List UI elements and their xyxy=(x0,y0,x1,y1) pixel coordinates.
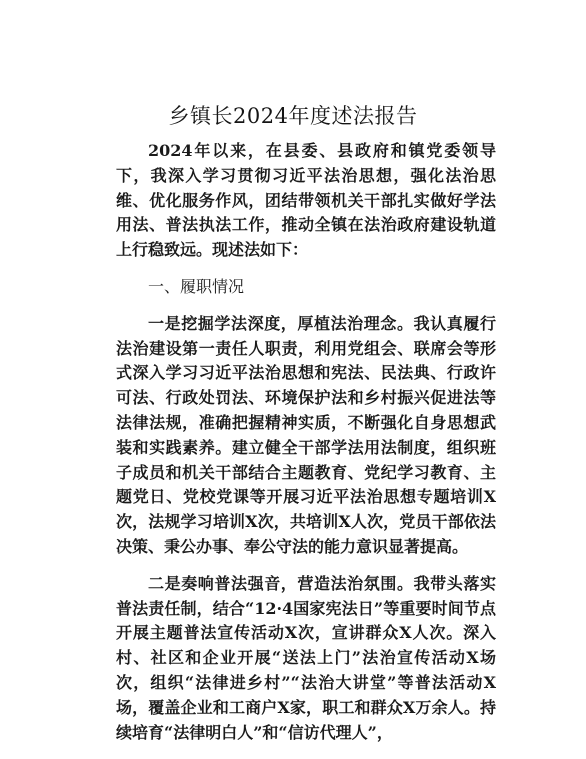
paragraph-study-law-body: 我认真履行法治建设第一责任人职责，利用党组会、联席会等形式深入学习习近平法治思想和宪法、民法典、行政许可法、行政处罚法、环境保护法和乡村振兴促进法等法律法规，准确把握精神实质，不断强化自身思想武装和实践素养。建立健全干部学法用法制度，组织班子成员和机关干部结合主题教育、党纪学习教育、主题党日、党校党课等开展习近平法治思想专题培训X次，法规学习培训X次，共培训X人次，党员干部依法决策、秉公办事、奉公守法的能力意识显著提高。 xyxy=(116,313,496,556)
paragraph-law-publicity xyxy=(116,572,496,746)
paragraph-study-law xyxy=(116,312,496,560)
intro-paragraph: 2024年以来，在县委、县政府和镇党委领导下，我深入学习贯彻习近平法治思想，强化法治思维、优化服务作风，团结带领机关干部扎实做好学法用法、普法执法工作，推动全镇在法治政府建设轨道上行稳致远。现述法如下： xyxy=(116,141,496,260)
section-heading-performance: 一、履职情况 xyxy=(148,276,245,296)
paragraph-law-publicity-body: 我带头落实普法责任制，结合“12·4国家宪法日”等重要时间节点开展主题普法宣传活动X次，宣讲群众X人次。深入村、社区和企业开展“送法上门”法治宣传活动X场次，组织“法律进乡村”“法治大讲堂”等普法活动X场，覆盖企业和工商户X家，职工和群众X万余人。持续培育“法律明白人”和“信访代理人”， xyxy=(116,573,496,742)
paragraph-law-publicity-lead: 二是奏响普法强音，营造法治氛围。 xyxy=(148,573,414,593)
document-title: 乡镇长2024年度述法报告 xyxy=(168,104,418,128)
document-body xyxy=(116,139,496,745)
paragraph-study-law-lead: 一是挖掘学法深度，厚植法治理念。 xyxy=(148,313,414,333)
